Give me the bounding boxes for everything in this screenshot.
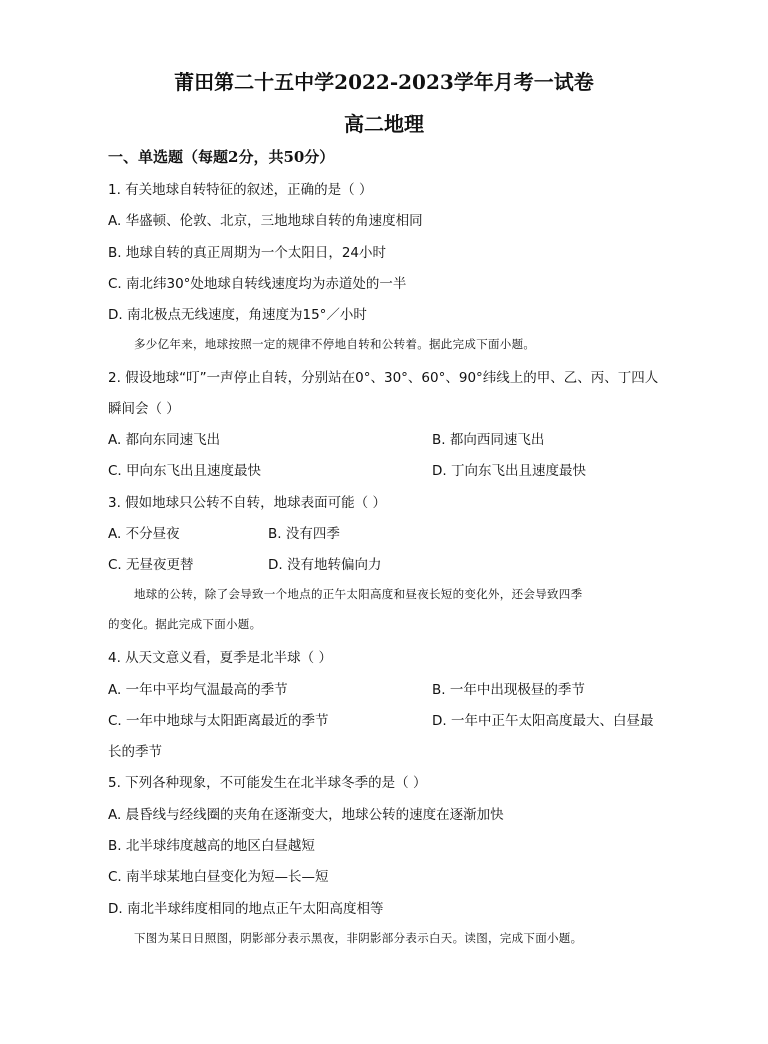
q2-option-c: C. 甲向东飞出且速度最快 bbox=[108, 463, 262, 479]
q1-stem: 1. 有关地球自转特征的叙述，正确的是（ ） bbox=[108, 182, 373, 198]
material-2-line2: 的变化。据此完成下面小题。 bbox=[108, 617, 262, 631]
material-1: 多少亿年来，地球按照一定的规律不停地自转和公转着。据此完成下面小题。 bbox=[134, 337, 536, 351]
q5-option-a: A. 晨昏线与经线圈的夹角在逐渐变大，地球公转的速度在逐渐加快 bbox=[108, 807, 504, 823]
exam-subject: 高二地理 bbox=[344, 112, 424, 136]
section-heading: 一、单选题（每题2分，共50分） bbox=[108, 148, 335, 166]
q4-option-d-line1: D. 一年中正午太阳高度最大、白昼最 bbox=[432, 713, 654, 729]
material-2-line1: 地球的公转，除了会导致一个地点的正午太阳高度和昼夜长短的变化外，还会导致四季 bbox=[134, 587, 583, 601]
q3-option-c: C. 无昼夜更替 bbox=[108, 557, 194, 573]
q1-option-b: B. 地球自转的真正周期为一个太阳日，24小时 bbox=[108, 245, 387, 261]
q4-option-a: A. 一年中平均气温最高的季节 bbox=[108, 682, 288, 698]
q4-option-c: C. 一年中地球与太阳距离最近的季节 bbox=[108, 713, 329, 729]
q2-stem-line2: 瞬间会（ ） bbox=[108, 401, 180, 417]
material-3: 下图为某日日照图，阴影部分表示黑夜，非阴影部分表示白天。读图，完成下面小题。 bbox=[134, 931, 583, 945]
q5-option-d: D. 南北半球纬度相同的地点正午太阳高度相等 bbox=[108, 901, 384, 917]
q3-stem: 3. 假如地球只公转不自转，地球表面可能（ ） bbox=[108, 495, 386, 511]
q3-option-a: A. 不分昼夜 bbox=[108, 526, 180, 542]
q5-option-b: B. 北半球纬度越高的地区白昼越短 bbox=[108, 838, 315, 854]
q4-stem: 4. 从天文意义看，夏季是北半球（ ） bbox=[108, 650, 332, 666]
q1-option-a: A. 华盛顿、伦敦、北京，三地地球自转的角速度相同 bbox=[108, 213, 423, 229]
q2-option-b: B. 都向西同速飞出 bbox=[432, 432, 545, 448]
q5-stem: 5. 下列各种现象，不可能发生在北半球冬季的是（ ） bbox=[108, 775, 427, 791]
exam-title: 莆田第二十五中学2022-2023学年月考一试卷 bbox=[174, 70, 594, 94]
q4-option-b: B. 一年中出现极昼的季节 bbox=[432, 682, 585, 698]
q3-option-d: D. 没有地转偏向力 bbox=[268, 557, 382, 573]
q2-option-a: A. 都向东同速飞出 bbox=[108, 432, 221, 448]
q5-option-c: C. 南半球某地白昼变化为短—长—短 bbox=[108, 869, 329, 885]
q3-option-b: B. 没有四季 bbox=[268, 526, 340, 542]
q2-stem-line1: 2. 假设地球“叮”一声停止自转，分别站在0°、30°、60°、90°纬线上的甲、乙、丙、丁四人 bbox=[108, 370, 659, 386]
q1-option-d: D. 南北极点无线速度，角速度为15°／小时 bbox=[108, 307, 367, 323]
q1-option-c: C. 南北纬30°处地球自转线速度均为赤道处的一半 bbox=[108, 276, 407, 292]
q4-option-d-line2: 长的季节 bbox=[108, 744, 162, 760]
q2-option-d: D. 丁向东飞出且速度最快 bbox=[432, 463, 586, 479]
